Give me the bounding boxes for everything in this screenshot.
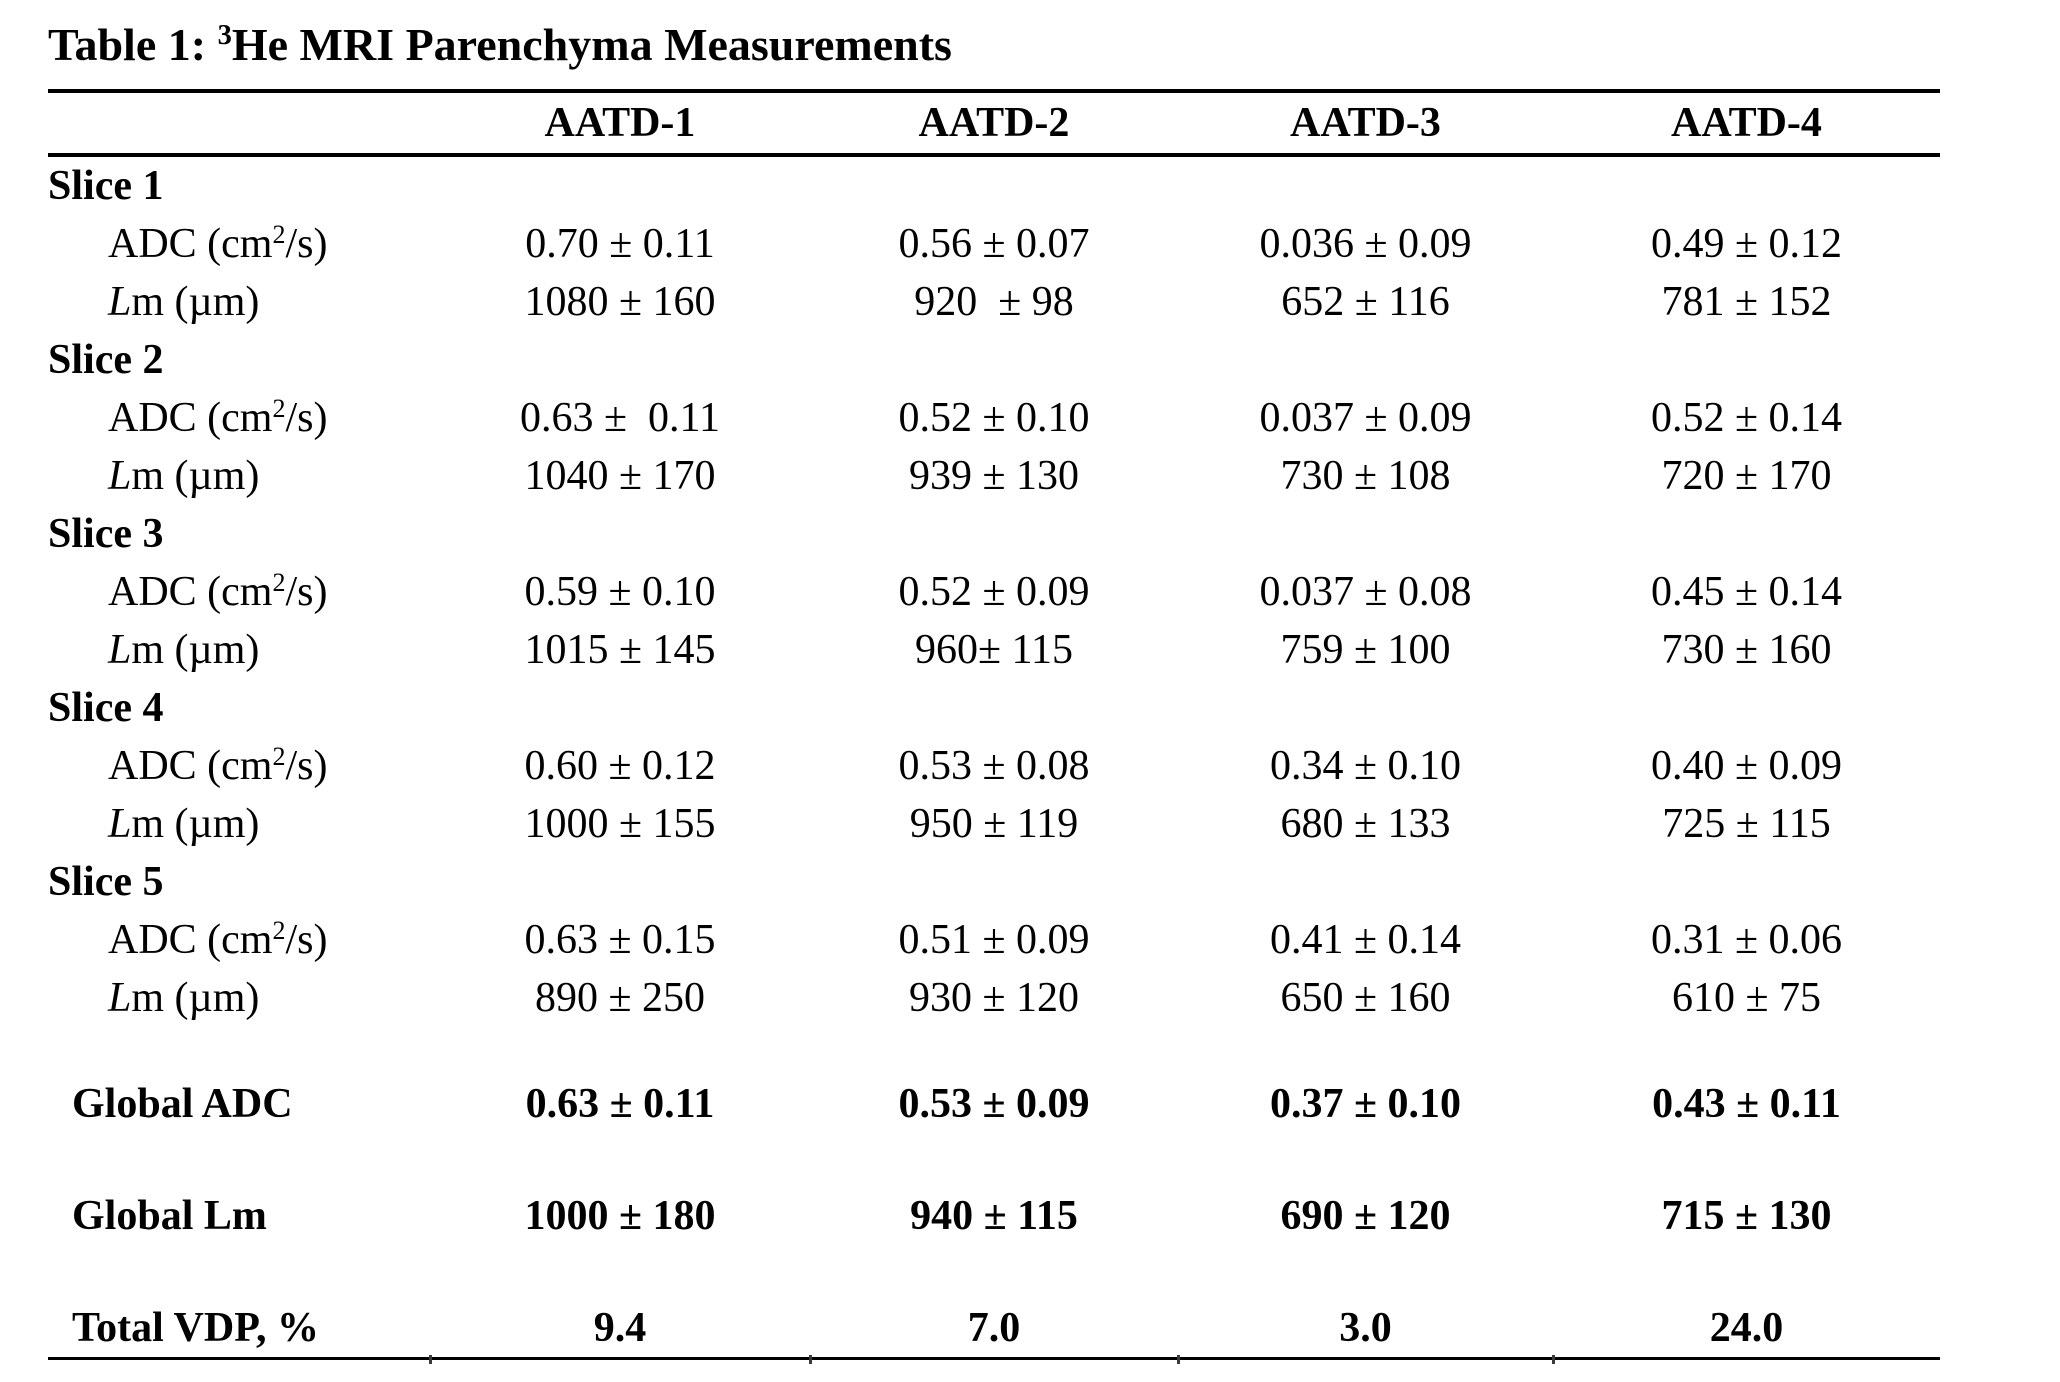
table-cell: 940 ± 115 (910, 1193, 1078, 1239)
adc-label-superscript: 2 (272, 567, 286, 597)
table-cell: 0.037 ± 0.09 (1259, 395, 1472, 441)
table-row (48, 447, 1940, 505)
column-header-row (48, 93, 1940, 157)
table-row (48, 911, 1940, 969)
table-1-sheet (48, 8, 1940, 1370)
table-cell: 960± 115 (915, 627, 1073, 673)
adc-row-label (48, 916, 430, 964)
adc-label-pre: ADC (cm (108, 395, 273, 441)
global-adc-label: Global ADC (72, 1081, 293, 1127)
column-boundary-tick (809, 1355, 812, 1364)
table-row (48, 331, 1940, 389)
adc-row-label (48, 742, 430, 790)
lm-row-label (48, 800, 430, 848)
table-cell: 950 ± 119 (909, 801, 1079, 847)
table-row (48, 215, 1940, 273)
table-cell: 1000 ± 155 (524, 801, 716, 847)
table-cell: 0.52 ± 0.14 (1650, 395, 1843, 441)
table-row (48, 853, 1940, 911)
table-cell: 0.43 ± 0.11 (1652, 1081, 1841, 1127)
table-cell: 1015 ± 145 (524, 627, 716, 673)
table-cell: 0.49 ± 0.12 (1650, 221, 1843, 267)
table-cell: 0.51 ± 0.09 (898, 917, 1090, 963)
total-vdp-label: Total VDP, % (72, 1305, 320, 1351)
lm-label-rest: m (µm) (131, 975, 260, 1021)
lm-label-rest: m (µm) (131, 453, 260, 499)
adc-label-post: /s) (285, 221, 328, 267)
adc-row-label (48, 394, 430, 442)
table-cell: 0.70 ± 0.11 (525, 221, 715, 267)
table-cell: 0.63 ± 0.11 (520, 395, 720, 441)
lm-row-label (48, 278, 430, 326)
adc-label-superscript: 2 (272, 741, 286, 771)
lm-label-italic: L (108, 627, 132, 673)
adc-label-superscript: 2 (272, 393, 286, 423)
table-cell: 0.56 ± 0.07 (898, 221, 1090, 267)
table-cell: 720 ± 170 (1661, 453, 1832, 499)
table-cell: 1000 ± 180 (524, 1193, 716, 1239)
table-row (48, 505, 1940, 563)
table-title-superscript: 3 (217, 20, 232, 52)
column-boundary-tick (1552, 1355, 1555, 1364)
table-cell: 715 ± 130 (1661, 1193, 1832, 1239)
column-header-aatd-4: AATD-4 (1671, 100, 1822, 146)
adc-label-pre: ADC (cm (108, 743, 273, 789)
table-title-pre: Table 1: (48, 19, 218, 70)
adc-label-pre: ADC (cm (108, 917, 273, 963)
table-cell: 650 ± 160 (1280, 975, 1451, 1021)
table-cell: 0.52 ± 0.09 (898, 569, 1090, 615)
table-row (48, 621, 1940, 679)
table-row (48, 563, 1940, 621)
table-cell: 0.59 ± 0.10 (524, 569, 716, 615)
table-cell: 781 ± 152 (1661, 279, 1832, 325)
column-boundary-tick (1177, 1355, 1180, 1364)
table-cell: 0.63 ± 0.11 (525, 1081, 715, 1127)
table-cell: 0.53 ± 0.08 (898, 743, 1090, 789)
lm-row-label (48, 626, 430, 674)
table-cell: 652 ± 116 (1281, 279, 1450, 325)
table-cell: 0.63 ± 0.15 (524, 917, 716, 963)
table-cell: 759 ± 100 (1280, 627, 1451, 673)
slice-3-label: Slice 3 (48, 511, 164, 557)
table-cell: 890 ± 250 (534, 975, 706, 1021)
adc-label-superscript: 2 (272, 915, 286, 945)
adc-label-pre: ADC (cm (108, 221, 273, 267)
table-cell: 0.036 ± 0.09 (1259, 221, 1472, 267)
table-cell: 730 ± 108 (1280, 453, 1451, 499)
adc-label-pre: ADC (cm (108, 569, 273, 615)
adc-row-label (48, 568, 430, 616)
table-cell: 0.52 ± 0.10 (898, 395, 1090, 441)
lm-label-italic: L (108, 279, 132, 325)
lm-row-label (48, 974, 430, 1022)
table-cell: 0.40 ± 0.09 (1650, 743, 1843, 789)
table-cell: 730 ± 160 (1661, 627, 1832, 673)
table-cell: 9.4 (593, 1305, 647, 1351)
table-title (48, 8, 1940, 93)
table-row (48, 969, 1940, 1027)
table-cell: 0.34 ± 0.10 (1269, 743, 1462, 789)
table-row (48, 273, 1940, 331)
lm-label-italic: L (108, 801, 132, 847)
spacer (48, 1133, 1940, 1187)
table-row (48, 737, 1940, 795)
table-cell: 24.0 (1709, 1305, 1784, 1351)
table-cell: 930 ± 120 (908, 975, 1080, 1021)
table-cell: 0.45 ± 0.14 (1650, 569, 1843, 615)
table-row (48, 795, 1940, 853)
table-cell: 680 ± 133 (1280, 801, 1451, 847)
table-cell: 0.41 ± 0.14 (1269, 917, 1462, 963)
lm-row-label (48, 452, 430, 500)
lm-label-rest: m (µm) (131, 279, 260, 325)
table-cell: 0.60 ± 0.12 (524, 743, 716, 789)
table-cell: 7.0 (967, 1305, 1021, 1351)
slice-4-label: Slice 4 (48, 685, 164, 731)
lm-label-rest: m (µm) (131, 801, 260, 847)
global-adc-row (48, 1075, 1940, 1133)
spacer (48, 1027, 1940, 1075)
slice-5-label: Slice 5 (48, 859, 164, 905)
lm-label-italic: L (108, 975, 132, 1021)
table-title-post: He MRI Parenchyma Measurements (231, 19, 952, 70)
table-cell: 3.0 (1339, 1305, 1392, 1351)
table-cell: 1040 ± 170 (524, 453, 716, 499)
table-cell: 0.53 ± 0.09 (898, 1081, 1090, 1127)
table-cell: 0.037 ± 0.08 (1259, 569, 1472, 615)
column-header-aatd-1: AATD-1 (544, 100, 696, 146)
adc-label-post: /s) (285, 743, 328, 789)
table-cell: 725 ± 115 (1662, 801, 1831, 847)
table-cell: 610 ± 75 (1671, 975, 1822, 1021)
table-row (48, 389, 1940, 447)
global-lm-label: Global Lm (72, 1193, 267, 1239)
slice-1-label: Slice 1 (48, 163, 164, 209)
slice-2-label: Slice 2 (48, 337, 164, 383)
table-cell: 0.37 ± 0.10 (1269, 1081, 1462, 1127)
lm-label-rest: m (µm) (131, 627, 260, 673)
lm-label-italic: L (108, 453, 132, 499)
total-vdp-row (48, 1299, 1940, 1357)
global-lm-row (48, 1187, 1940, 1245)
adc-label-superscript: 2 (272, 219, 286, 249)
adc-label-post: /s) (285, 395, 328, 441)
column-boundary-tick (429, 1355, 432, 1364)
table-cell: 0.31 ± 0.06 (1650, 917, 1843, 963)
table-row (48, 157, 1940, 215)
table-cell: 939 ± 130 (908, 453, 1080, 499)
adc-row-label (48, 220, 430, 268)
table-cell: 690 ± 120 (1280, 1193, 1451, 1239)
spacer (48, 1245, 1940, 1299)
column-header-aatd-3: AATD-3 (1290, 100, 1441, 146)
table-row (48, 679, 1940, 737)
column-header-aatd-2: AATD-2 (918, 100, 1070, 146)
adc-label-post: /s) (285, 569, 328, 615)
table-cell: 920 ± 98 (914, 279, 1074, 325)
adc-label-post: /s) (285, 917, 328, 963)
table-bottom-rule (48, 1357, 1940, 1370)
table-cell: 1080 ± 160 (524, 279, 716, 325)
